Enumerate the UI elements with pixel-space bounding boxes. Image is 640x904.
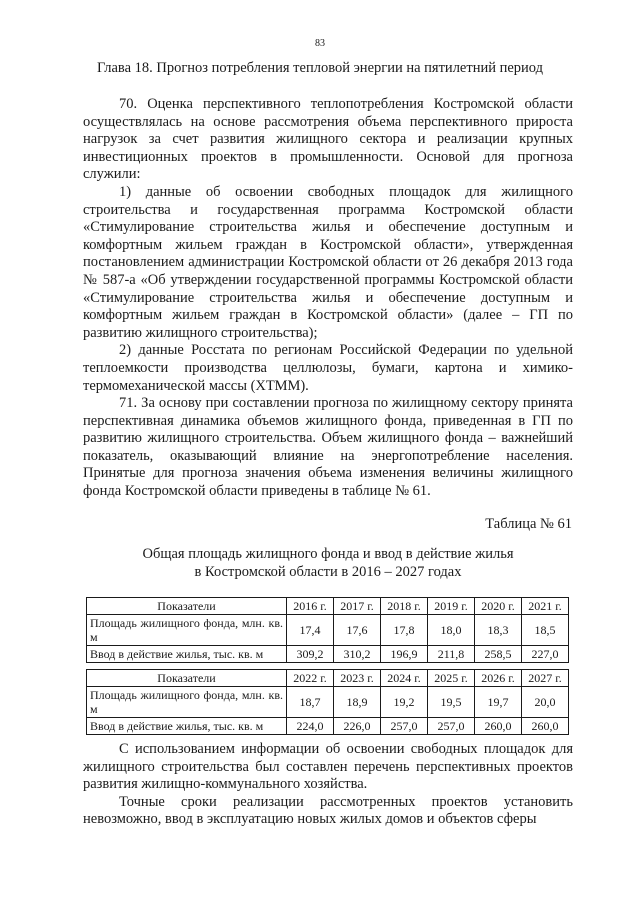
table-cell: 18,5 <box>522 615 569 646</box>
table-header-cell: 2026 г. <box>475 670 522 687</box>
paragraph-70: 70. Оценка перспективного теплопотребления Костромской области осуществлялась на основе рассмотрения объема перспективного прироста нагрузок за счет развития жилищного сектора и реализации крупных инвестиционных проектов в промышленности. Основой для прогноза служили: <box>83 96 573 183</box>
table-header-cell: 2025 г. <box>428 670 475 687</box>
table-cell: 257,0 <box>428 718 475 735</box>
table-cell: 18,7 <box>287 687 334 718</box>
table-title-line-2: в Костромской области в 2016 – 2027 годах <box>194 563 462 580</box>
table-cell: 227,0 <box>522 646 569 663</box>
chapter-title: Глава 18. Прогноз потребления тепловой энергии на пятилетний период <box>96 60 544 76</box>
table-cell: 19,7 <box>475 687 522 718</box>
table-cell: 196,9 <box>381 646 428 663</box>
table-cell: 226,0 <box>334 718 381 735</box>
table-cell: 257,0 <box>381 718 428 735</box>
table-cell: 20,0 <box>522 687 569 718</box>
body-text-after-table <box>83 741 573 829</box>
page-number: 83 <box>315 38 325 49</box>
table-cell: 260,0 <box>475 718 522 735</box>
table-cell: 260,0 <box>522 718 569 735</box>
row-label: Площадь жилищного фонда, млн. кв. м <box>87 687 287 718</box>
paragraph-item-1: 1) данные об освоении свободных площадок для жилищного строительства и государственная программа Костромской области «Стимулирование строительства жилья и обеспечение доступным и комфортным жильем граждан в Костромской области», утвержденная постановлением администрации Костромской области от 26 декабря 2013 года № 587-а «Об утверждении государственной программы Костромской области «Стимулирование строительства жилья и обеспечение доступным и комфортным жильем граждан в Костромской области» (далее – ГП по развитию жилищного строительства); <box>83 183 573 341</box>
table-cell: 224,0 <box>287 718 334 735</box>
table-header-cell: 2023 г. <box>334 670 381 687</box>
table-header-cell: 2024 г. <box>381 670 428 687</box>
table-header-cell: 2022 г. <box>287 670 334 687</box>
table-cell: 18,9 <box>334 687 381 718</box>
table-title <box>83 546 573 581</box>
table-cell: 258,5 <box>475 646 522 663</box>
table-row <box>87 718 569 735</box>
table-header-cell: Показатели <box>87 598 287 615</box>
table-cell: 17,8 <box>381 615 428 646</box>
table-header-cell: 2027 г. <box>522 670 569 687</box>
table-cell: 211,8 <box>428 646 475 663</box>
table-row <box>87 646 569 663</box>
table-header-cell: 2018 г. <box>381 598 428 615</box>
table-header-cell: 2019 г. <box>428 598 475 615</box>
paragraph-71: 71. За основу при составлении прогноза по жилищному сектору принята перспективная динамика объемов жилищного фонда, приведенная в ГП по развитию жилищного строительства. Объем жилищного фонда – важнейший показатель, оказывающий влияние на энергопотребление населения. Принятые для прогноза значения объема изменения величины жилищного фонда Костромской области приведены в таблице № 61. <box>83 395 573 500</box>
table-header-row <box>87 598 569 615</box>
paragraph-item-2: 2) данные Росстата по регионам Российской Федерации по удельной теплоемкости производства целлюлозы, бумаги, картона и химико-термомеханической массы (ХТММ). <box>83 342 573 394</box>
table-cell: 19,5 <box>428 687 475 718</box>
table-cell: 17,4 <box>287 615 334 646</box>
table-row <box>87 687 569 718</box>
table-cell: 19,2 <box>381 687 428 718</box>
row-label: Ввод в действие жилья, тыс. кв. м <box>87 718 287 735</box>
table-cell: 17,6 <box>334 615 381 646</box>
table-cell: 18,3 <box>475 615 522 646</box>
table-header-cell: Показатели <box>87 670 287 687</box>
row-label: Площадь жилищного фонда, млн. кв. м <box>87 615 287 646</box>
table-cell: 309,2 <box>287 646 334 663</box>
table-caption: Таблица № 61 <box>485 516 572 532</box>
paragraph-projects: С использованием информации об освоении свободных площадок для жилищного строительства был составлен перечень перспективных проектов развития жилищно-коммунального хозяйства. <box>83 741 573 793</box>
table-cell: 18,0 <box>428 615 475 646</box>
table-row <box>87 615 569 646</box>
data-table-2016-2021 <box>86 597 569 663</box>
table-cell: 310,2 <box>334 646 381 663</box>
row-label: Ввод в действие жилья, тыс. кв. м <box>87 646 287 663</box>
table-header-cell: 2016 г. <box>287 598 334 615</box>
paragraph-deadlines: Точные сроки реализации рассмотренных проектов установить невозможно, ввод в эксплуатацию новых жилых домов и объектов сферы <box>83 793 573 828</box>
data-table-2022-2027 <box>86 669 569 735</box>
table-header-cell: 2021 г. <box>522 598 569 615</box>
table-title-line-1: Общая площадь жилищного фонда и ввод в действие жилья <box>142 546 514 562</box>
body-text <box>83 96 573 501</box>
table-header-cell: 2020 г. <box>475 598 522 615</box>
table-header-row <box>87 670 569 687</box>
table-header-cell: 2017 г. <box>334 598 381 615</box>
